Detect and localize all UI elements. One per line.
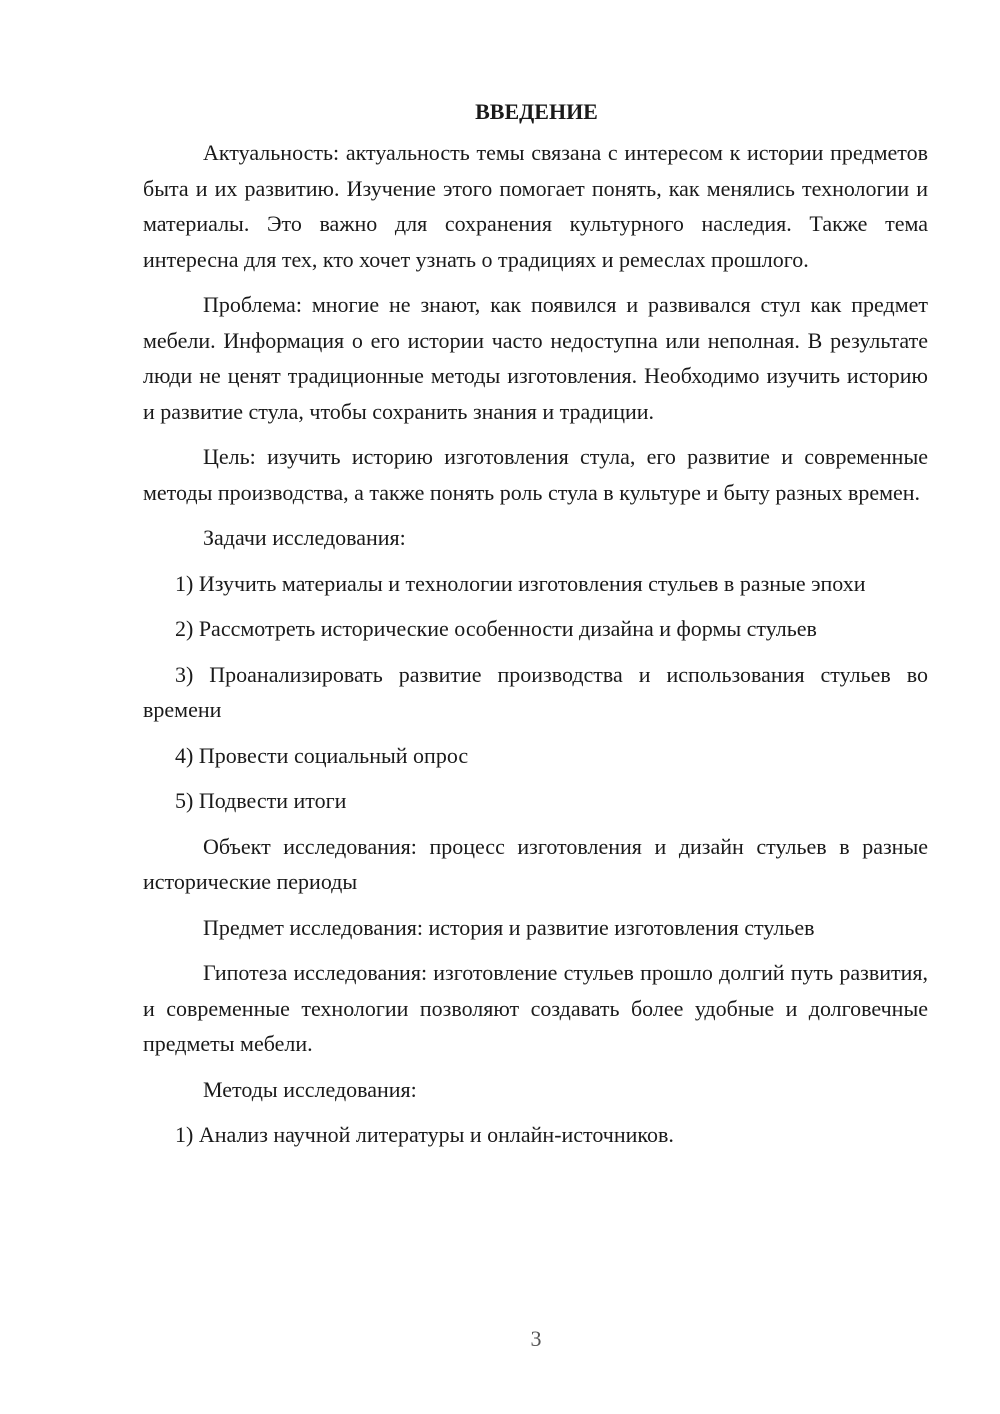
task-item: 4) Провести социальный опрос <box>175 742 469 768</box>
tasks-list <box>143 566 928 819</box>
tasks-heading: Задачи исследования: <box>203 525 406 550</box>
task-item: 2) Рассмотреть исторические особенности дизайна и формы стульев <box>175 616 817 641</box>
task-item: 5) Подвести итоги <box>175 788 347 813</box>
method-item: 1) Анализ научной литературы и онлайн-источников. <box>175 1122 674 1147</box>
problem-paragraph: Проблема: многие не знают, как появился и развивался стул как предмет мебели. Информация о его истории часто недоступна или неполная. В результате люди не ценят традиционные методы изготовления. Необходимо изучить историю и развитие стула, чтобы сохранить знания и традиции. <box>143 292 928 424</box>
page-title: ВВЕДЕНИЕ <box>475 99 598 124</box>
object-paragraph: Объект исследования: процесс изготовления и дизайн стульев в разные исторические периоды <box>143 833 928 894</box>
page-number: 3 <box>530 1326 542 1351</box>
goal-paragraph: Цель: изучить историю изготовления стула, его развитие и современные методы производства, а также понять роль стула в культуре и быту разных времен. <box>143 444 928 505</box>
methods-list <box>143 1117 928 1153</box>
hypothesis-paragraph: Гипотеза исследования: изготовление стульев прошло долгий путь развития, и современные технологии позволяют создавать более удобные и долговечные предметы мебели. <box>143 960 928 1056</box>
methods-heading: Методы исследования: <box>203 1076 417 1102</box>
subject-paragraph: Предмет исследования: история и развитие изготовления стульев <box>203 914 815 940</box>
task-item: 3) Проанализировать развитие производства и использования стульев во времени <box>143 661 928 722</box>
task-item: 1) Изучить материалы и технологии изготовления стульев в разные эпохи <box>175 570 866 596</box>
relevance-paragraph: Актуальность: актуальность темы связана с интересом к истории предметов быта и их развитию. Изучение этого помогает понять, как менялись технологии и материалы. Это важно для сохранения культурного наследия. Также тема интересна для тех, кто хочет узнать о традициях и ремеслах прошлого. <box>143 140 928 272</box>
